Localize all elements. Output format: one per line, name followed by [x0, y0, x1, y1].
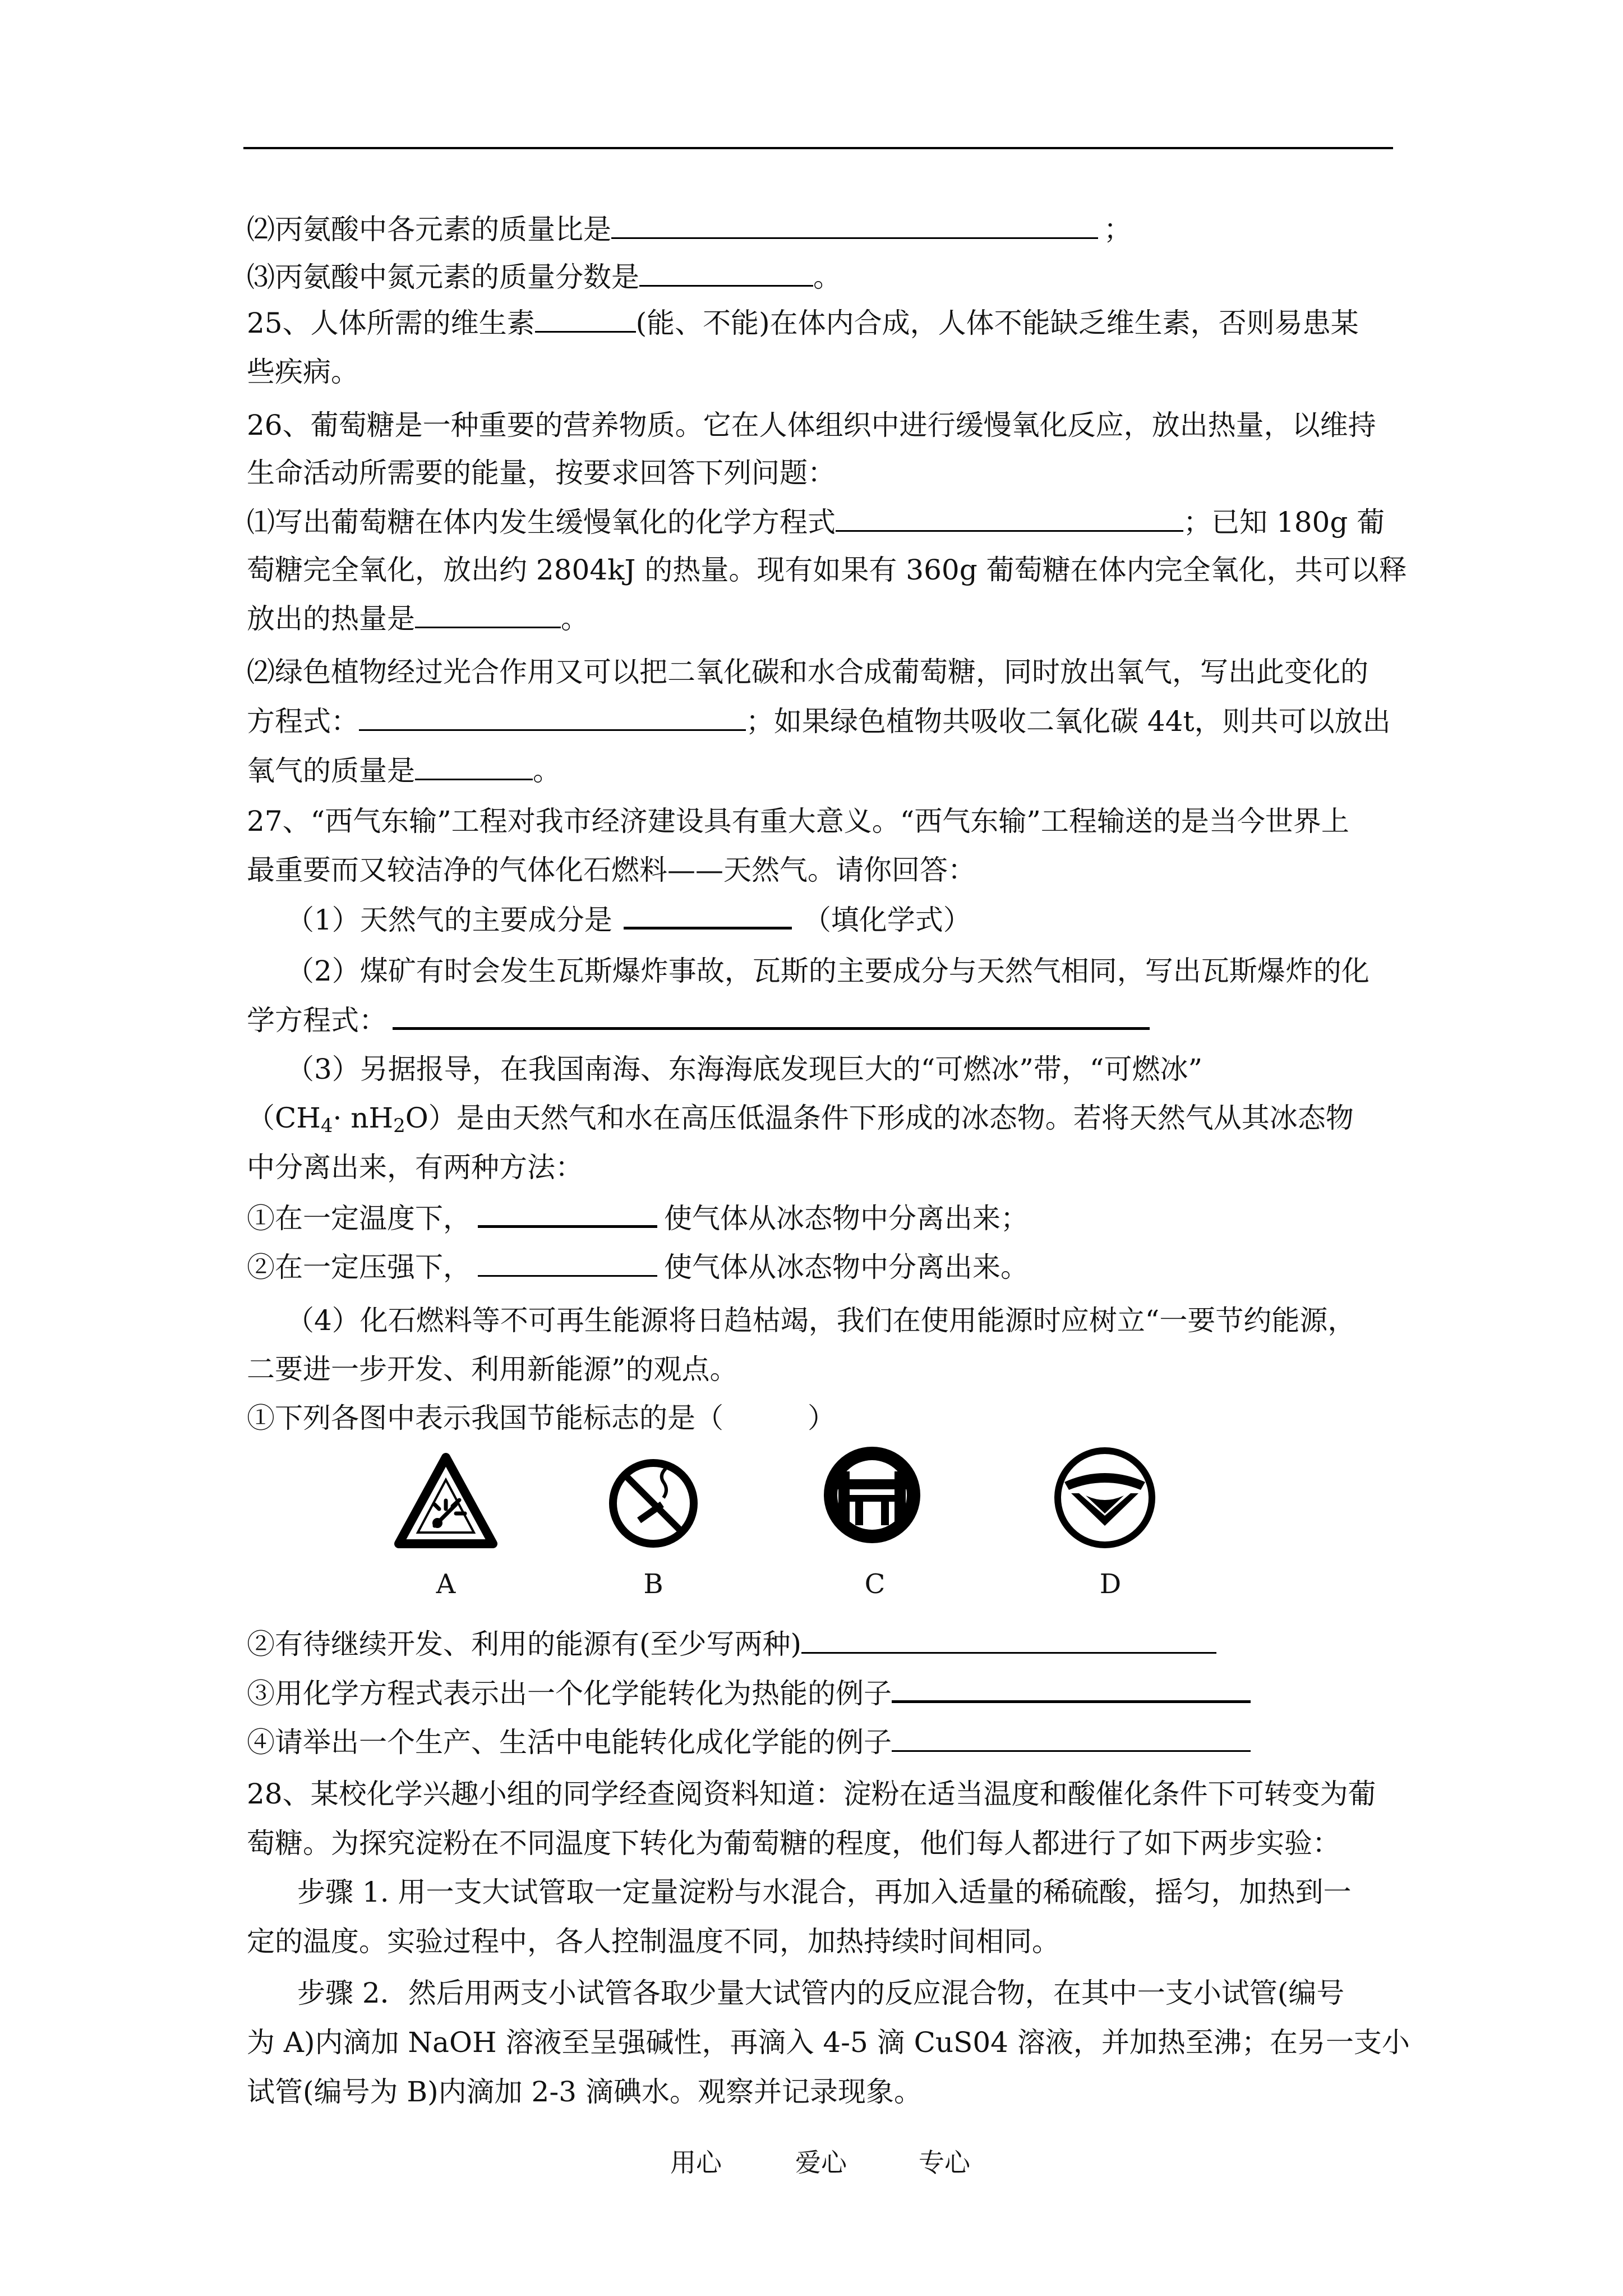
- q27-line-4: （2）煤矿有时会发生瓦斯爆炸事故，瓦斯的主要成分与天然气相同，写出瓦斯爆炸的化: [286, 955, 1370, 987]
- footer-right: 专心: [919, 2147, 970, 2178]
- q26-line-4: 萄糖完全氧化，放出约 2804kJ 的热量。现有如果有 360g 葡萄糖在体内完全氧化，共可以释: [247, 554, 1407, 586]
- footer-middle: 爱心: [795, 2147, 847, 2178]
- q27-line-10: ②在一定压强下， 使气体从冰态物中分离出来。: [247, 1251, 1029, 1283]
- logo-label-b: B: [643, 1568, 663, 1600]
- q26-line-3: ⑴写出葡萄糖在体内发生缓慢氧化的化学方程式 ；已知 180g 葡: [247, 506, 1385, 539]
- q27-line-15: ③用化学方程式表示出一个化学能转化为热能的例子: [247, 1676, 1396, 1711]
- q28-line-6: 为 A)内滴加 NaOH 溶液至呈强碱性，再滴入 4-5 滴 CuS04 溶液，并加热至沸；在另一支小: [247, 2026, 1410, 2059]
- logo-label-d: D: [1099, 1568, 1122, 1600]
- q25-line-1: 25、人体所需的维生素 (能、不能)在体内合成，人体不能缺乏维生素，否则易患某: [247, 307, 1359, 339]
- q25-line-2: 些疾病。: [247, 356, 359, 388]
- q28-line-5: 步骤 2．然后用两支小试管各取少量大试管内的反应混合物，在其中一支小试管(编号: [297, 1977, 1345, 2009]
- warning-triangle-logo: [390, 1447, 502, 1559]
- header-rule: [243, 147, 1393, 149]
- q27-line-5: 学方程式：: [247, 1002, 1396, 1038]
- footer-left: 用心: [670, 2147, 722, 2178]
- q27-line-3: （1）天然气的主要成分是 （填化学式）: [286, 902, 1436, 937]
- q27-line-7: $(CH_4\cdot nH_2O)$是由天然气和水在高压低温条件下形成的冰态物。若将天然气从其冰态物: [247, 1102, 1354, 1137]
- q26-line-2: 生命活动所需要的能量，按要求回答下列问题：: [247, 457, 836, 489]
- circle-emblem-logo: [816, 1439, 928, 1551]
- logo-label-c: C: [864, 1568, 886, 1600]
- q27-line-16: ④请举出一个生产、生活中电能转化成化学能的例子: [247, 1725, 1396, 1760]
- logo-label-a: A: [436, 1568, 456, 1600]
- no-smoking-logo: [597, 1447, 709, 1559]
- q27-line-12: 二要进一步开发、利用新能源”的观点。: [247, 1353, 738, 1386]
- q27-line-9: ①在一定温度下， 使气体从冰态物中分离出来；: [247, 1200, 1396, 1236]
- q27-line-2: 最重要而又较洁净的气体化石燃料——天然气。请你回答：: [247, 854, 976, 886]
- q28-line-3: 步骤 1. 用一支大试管取一定量淀粉与水混合，再加入适量的稀硫酸，摇匀，加热到一: [297, 1876, 1352, 1908]
- energy-saving-logo: [1049, 1442, 1161, 1554]
- q28-line-1: 28、某校化学兴趣小组的同学经查阅资料知道：淀粉在适当温度和酸催化条件下可转变为葡: [247, 1778, 1376, 1810]
- q27-line-6: （3）另据报导，在我国南海、东海海底发现巨大的“可燃冰”带，“可燃冰”: [286, 1053, 1203, 1085]
- q27-line-14: ②有待继续开发、利用的能源有(至少写两种): [247, 1627, 1396, 1662]
- q28-line-7: 试管(编号为 B)内滴加 2-3 滴碘水。观察并记录现象。: [247, 2076, 922, 2108]
- q28-line-4: 定的温度。实验过程中，各人控制温度不同，加热持续时间相同。: [247, 1925, 1060, 1958]
- q24-2-line: ⑵丙氨酸中各元素的质量比是 ；: [247, 213, 1132, 246]
- q27-line-13: ①下列各图中表示我国节能标志的是（ ）: [247, 1402, 836, 1434]
- q26-line-5: 放出的热量是 。: [247, 602, 589, 635]
- q27-line-11: （4）化石燃料等不可再生能源将日趋枯竭，我们在使用能源时应树立“一要节约能源，: [286, 1304, 1356, 1337]
- q26-line-1: 26、葡萄糖是一种重要的营养物质。它在人体组织中进行缓慢氧化反应，放出热量，以维持: [247, 409, 1376, 441]
- q26-line-7: 方程式： ；如果绿色植物共吸收二氧化碳 44t，则共可以放出: [247, 705, 1391, 738]
- q26-line-8: 氧气的质量是 。: [247, 754, 561, 787]
- q28-line-2: 萄糖。为探究淀粉在不同温度下转化为葡萄糖的程度，他们每人都进行了如下两步实验：: [247, 1827, 1340, 1860]
- q26-line-6: ⑵绿色植物经过光合作用又可以把二氧化碳和水合成葡萄糖，同时放出氧气，写出此变化的: [247, 656, 1368, 688]
- q27-line-8: 中分离出来，有两种方法：: [247, 1151, 583, 1184]
- q27-line-1: 27、“西气东输”工程对我市经济建设具有重大意义。“西气东输”工程输送的是当今世界上: [247, 805, 1349, 838]
- q24-3-line: ⑶丙氨酸中氮元素的质量分数是 。: [247, 261, 841, 293]
